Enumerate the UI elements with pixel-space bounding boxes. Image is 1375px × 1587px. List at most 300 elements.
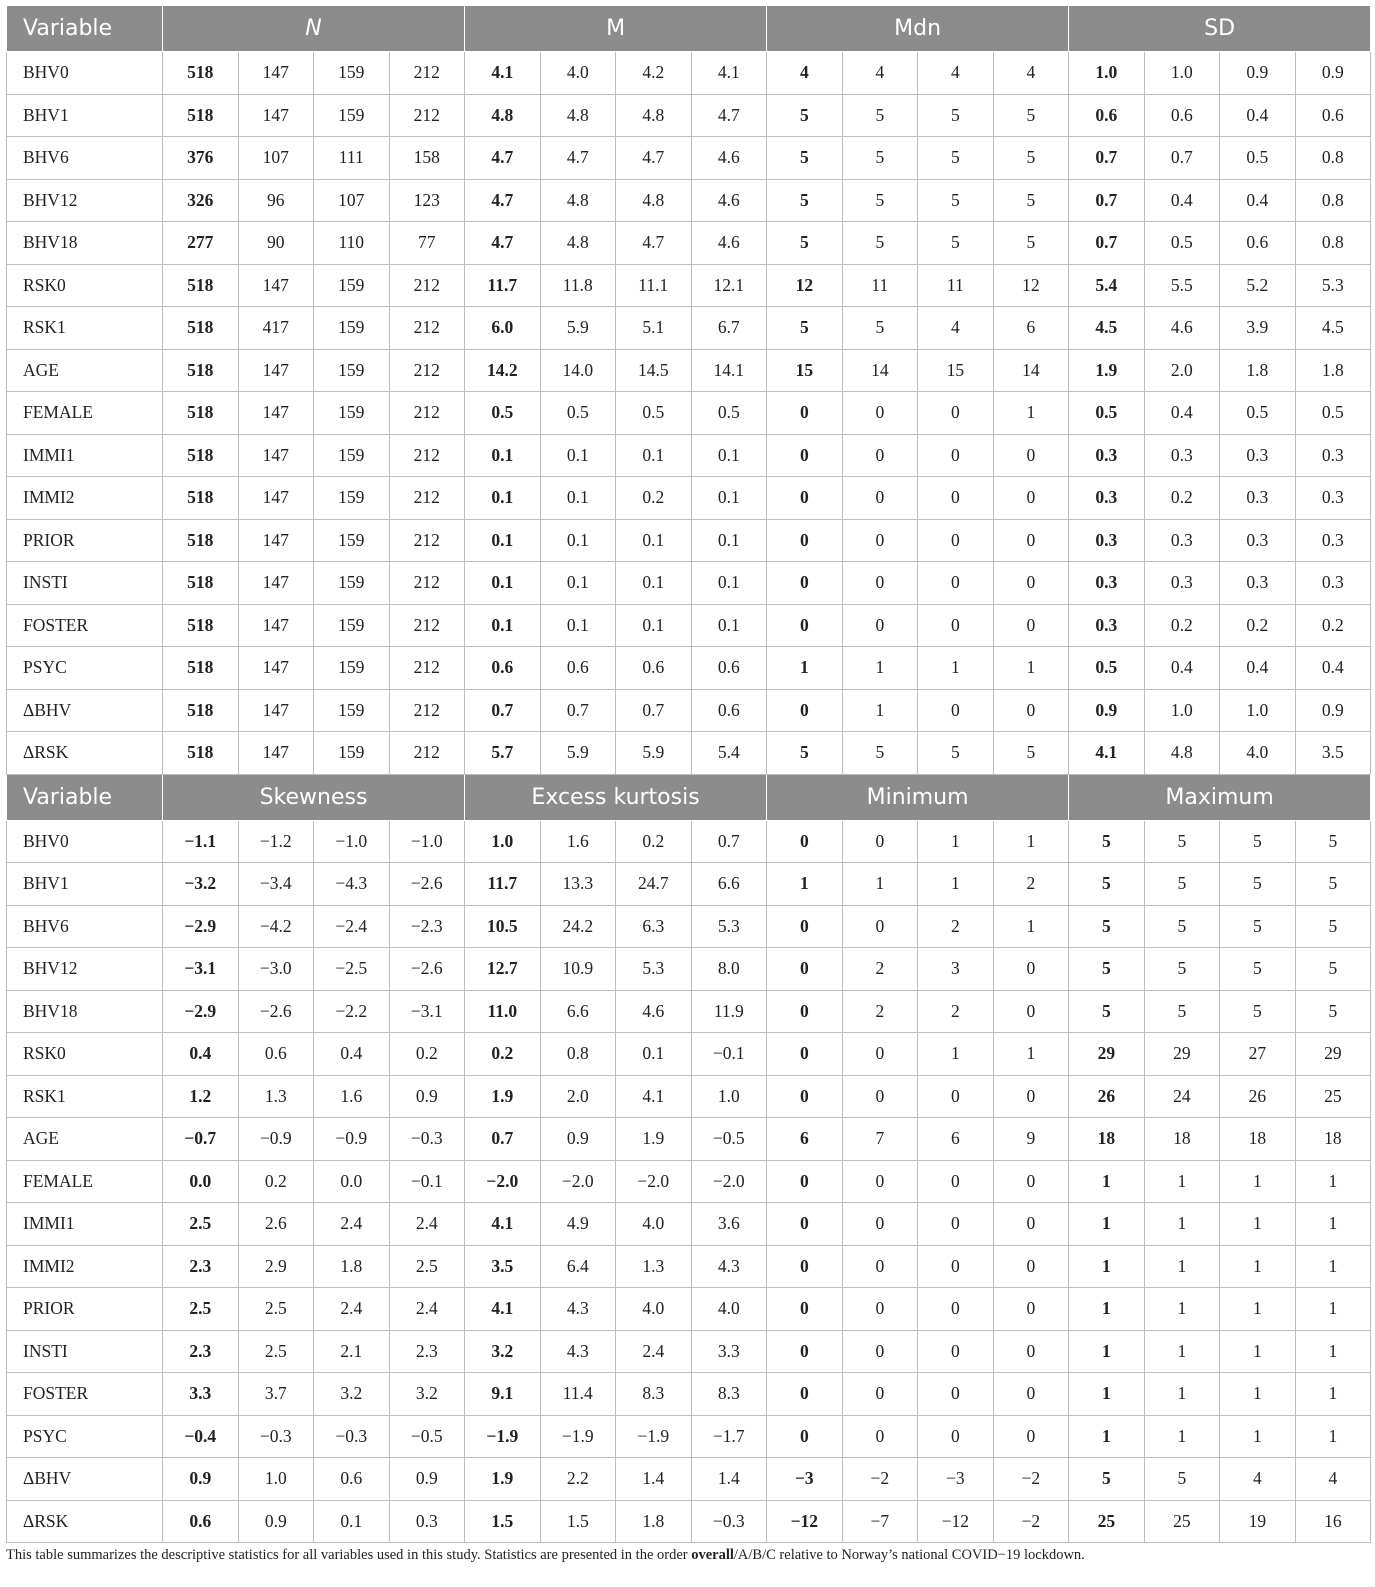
value-cell: −1.7: [691, 1415, 767, 1458]
value-cell: 2.0: [540, 1075, 616, 1118]
value-cell: −2.6: [389, 863, 465, 906]
value-cell: 1: [918, 1033, 994, 1076]
value-cell: 123: [389, 179, 465, 222]
value-cell: 26: [1069, 1075, 1145, 1118]
value-cell: 0.0: [314, 1160, 390, 1203]
value-cell: 5: [842, 179, 918, 222]
column-group-header: N: [163, 6, 465, 52]
variable-name-cell: BHV18: [7, 990, 163, 1033]
value-cell: 0.2: [1144, 477, 1220, 520]
value-cell: 1.8: [616, 1500, 692, 1543]
value-cell: 3.5: [465, 1245, 541, 1288]
value-cell: 1.3: [616, 1245, 692, 1288]
value-cell: 0.5: [691, 392, 767, 435]
value-cell: 107: [314, 179, 390, 222]
value-cell: 0: [918, 434, 994, 477]
value-cell: 1: [1295, 1415, 1371, 1458]
value-cell: 1: [1069, 1203, 1145, 1246]
table-body: [7, 6, 1371, 1543]
value-cell: 2.9: [238, 1245, 314, 1288]
column-group-header: Skewness: [163, 774, 465, 820]
value-cell: 0: [767, 1415, 843, 1458]
value-cell: 518: [163, 52, 239, 95]
column-group-header: SD: [1069, 6, 1371, 52]
value-cell: −2.9: [163, 990, 239, 1033]
value-cell: 0.4: [1144, 179, 1220, 222]
value-cell: 212: [389, 519, 465, 562]
variable-name-cell: RSK0: [7, 1033, 163, 1076]
value-cell: 1: [993, 820, 1069, 863]
variable-name-cell: AGE: [7, 349, 163, 392]
value-cell: 2.2: [540, 1458, 616, 1501]
value-cell: 0: [918, 1075, 994, 1118]
value-cell: 6.6: [691, 863, 767, 906]
value-cell: −2: [842, 1458, 918, 1501]
value-cell: 518: [163, 519, 239, 562]
value-cell: 0.1: [616, 604, 692, 647]
value-cell: 0: [842, 604, 918, 647]
value-cell: 212: [389, 264, 465, 307]
value-cell: 147: [238, 477, 314, 520]
value-cell: 13.3: [540, 863, 616, 906]
value-cell: 5: [1069, 948, 1145, 991]
table-row: [7, 349, 1371, 392]
value-cell: 0: [842, 1075, 918, 1118]
value-cell: 1: [1220, 1245, 1296, 1288]
value-cell: 0: [842, 562, 918, 605]
value-cell: 111: [314, 137, 390, 180]
variable-name-cell: FEMALE: [7, 1160, 163, 1203]
value-cell: 15: [918, 349, 994, 392]
value-cell: 0.3: [1069, 477, 1145, 520]
value-cell: −2.6: [389, 948, 465, 991]
value-cell: 518: [163, 562, 239, 605]
column-group-header: M: [465, 6, 767, 52]
value-cell: 212: [389, 392, 465, 435]
value-cell: 1: [1144, 1373, 1220, 1416]
value-cell: 0: [993, 1330, 1069, 1373]
value-cell: 1.0: [1220, 689, 1296, 732]
value-cell: 159: [314, 264, 390, 307]
table-row: [7, 732, 1371, 775]
value-cell: 4.7: [616, 222, 692, 265]
value-cell: 4.1: [691, 52, 767, 95]
value-cell: −1.2: [238, 820, 314, 863]
value-cell: 0.3: [1144, 562, 1220, 605]
table-row: [7, 1118, 1371, 1161]
value-cell: 0: [767, 1330, 843, 1373]
value-cell: 147: [238, 94, 314, 137]
value-cell: 6.4: [540, 1245, 616, 1288]
value-cell: 4: [993, 52, 1069, 95]
value-cell: 18: [1220, 1118, 1296, 1161]
value-cell: −1.9: [540, 1415, 616, 1458]
value-cell: 5.3: [1295, 264, 1371, 307]
value-cell: 5: [918, 222, 994, 265]
variable-name-cell: RSK1: [7, 1075, 163, 1118]
value-cell: 2: [993, 863, 1069, 906]
value-cell: 0.3: [1069, 434, 1145, 477]
value-cell: 5: [1069, 1458, 1145, 1501]
value-cell: 96: [238, 179, 314, 222]
value-cell: −2.0: [465, 1160, 541, 1203]
value-cell: 1.8: [314, 1245, 390, 1288]
value-cell: 2.5: [389, 1245, 465, 1288]
value-cell: 159: [314, 519, 390, 562]
value-cell: 0.4: [1144, 647, 1220, 690]
value-cell: 0.1: [540, 519, 616, 562]
value-cell: 1: [993, 647, 1069, 690]
value-cell: 4: [918, 52, 994, 95]
value-cell: 1: [1295, 1203, 1371, 1246]
value-cell: 4: [1295, 1458, 1371, 1501]
value-cell: 0: [842, 820, 918, 863]
value-cell: 0.1: [465, 477, 541, 520]
value-cell: −3.1: [389, 990, 465, 1033]
value-cell: 0.5: [1069, 647, 1145, 690]
value-cell: 5: [993, 222, 1069, 265]
value-cell: 212: [389, 434, 465, 477]
value-cell: 147: [238, 392, 314, 435]
value-cell: −3.2: [163, 863, 239, 906]
value-cell: 1: [1069, 1373, 1145, 1416]
value-cell: 159: [314, 349, 390, 392]
value-cell: 1.6: [540, 820, 616, 863]
value-cell: 0.9: [1295, 52, 1371, 95]
value-cell: 4.0: [616, 1288, 692, 1331]
value-cell: 0: [767, 434, 843, 477]
value-cell: −12: [767, 1500, 843, 1543]
value-cell: −2: [993, 1500, 1069, 1543]
column-group-header: Maximum: [1069, 774, 1371, 820]
variable-name-cell: PRIOR: [7, 1288, 163, 1331]
value-cell: 0.6: [691, 647, 767, 690]
value-cell: 2.3: [163, 1330, 239, 1373]
value-cell: 147: [238, 604, 314, 647]
value-cell: 0.1: [616, 434, 692, 477]
value-cell: 1: [842, 647, 918, 690]
value-cell: 0: [842, 1245, 918, 1288]
value-cell: 5: [1144, 820, 1220, 863]
value-cell: 4.7: [540, 137, 616, 180]
value-cell: 0: [993, 689, 1069, 732]
value-cell: 4.8: [1144, 732, 1220, 775]
caption-text-after: /A/B/C relative to Norway’s national COVID−19 lockdown.: [733, 1547, 1085, 1563]
value-cell: 0.2: [389, 1033, 465, 1076]
value-cell: 5: [1295, 905, 1371, 948]
value-cell: 5: [1295, 820, 1371, 863]
value-cell: 5: [918, 137, 994, 180]
table-row: [7, 1245, 1371, 1288]
value-cell: 1: [767, 863, 843, 906]
value-cell: 2.1: [314, 1330, 390, 1373]
value-cell: 518: [163, 689, 239, 732]
value-cell: 0.3: [1069, 519, 1145, 562]
table-row: [7, 905, 1371, 948]
value-cell: −1.9: [465, 1415, 541, 1458]
value-cell: 4.6: [691, 222, 767, 265]
value-cell: 26: [1220, 1075, 1296, 1118]
descriptive-stats-table: [6, 5, 1371, 1543]
value-cell: 0: [993, 604, 1069, 647]
value-cell: 518: [163, 647, 239, 690]
variable-name-cell: PSYC: [7, 1415, 163, 1458]
value-cell: 5: [767, 307, 843, 350]
value-cell: 212: [389, 604, 465, 647]
value-cell: 4: [842, 52, 918, 95]
value-cell: 1.4: [616, 1458, 692, 1501]
value-cell: 1: [993, 392, 1069, 435]
value-cell: 0: [918, 1330, 994, 1373]
value-cell: 0.5: [1069, 392, 1145, 435]
value-cell: 1: [1295, 1330, 1371, 1373]
value-cell: 4.2: [616, 52, 692, 95]
value-cell: 6: [993, 307, 1069, 350]
variable-name-cell: AGE: [7, 1118, 163, 1161]
variable-name-cell: BHV0: [7, 52, 163, 95]
value-cell: 159: [314, 689, 390, 732]
value-cell: −2.6: [238, 990, 314, 1033]
value-cell: 5.4: [691, 732, 767, 775]
value-cell: 0.6: [163, 1500, 239, 1543]
value-cell: 0.2: [465, 1033, 541, 1076]
value-cell: 147: [238, 434, 314, 477]
value-cell: −0.5: [691, 1118, 767, 1161]
value-cell: 0.8: [540, 1033, 616, 1076]
value-cell: 12.1: [691, 264, 767, 307]
value-cell: 0: [918, 1203, 994, 1246]
value-cell: −1.1: [163, 820, 239, 863]
value-cell: 1: [993, 905, 1069, 948]
value-cell: 4.8: [540, 94, 616, 137]
value-cell: 5.9: [616, 732, 692, 775]
value-cell: 15: [767, 349, 843, 392]
value-cell: 0: [918, 604, 994, 647]
value-cell: 0.5: [540, 392, 616, 435]
value-cell: 5: [993, 732, 1069, 775]
value-cell: 0.1: [314, 1500, 390, 1543]
value-cell: 1.9: [1069, 349, 1145, 392]
table-row: [7, 1203, 1371, 1246]
variable-name-cell: ΔRSK: [7, 732, 163, 775]
value-cell: −2.0: [616, 1160, 692, 1203]
value-cell: 0: [842, 1203, 918, 1246]
value-cell: 7: [842, 1118, 918, 1161]
value-cell: 1: [918, 647, 994, 690]
value-cell: 90: [238, 222, 314, 265]
value-cell: 11: [918, 264, 994, 307]
value-cell: 0.6: [616, 647, 692, 690]
value-cell: 212: [389, 477, 465, 520]
value-cell: 0.2: [238, 1160, 314, 1203]
value-cell: 4.6: [691, 179, 767, 222]
value-cell: 4.8: [465, 94, 541, 137]
value-cell: 0.7: [1069, 222, 1145, 265]
value-cell: 2.5: [238, 1330, 314, 1373]
value-cell: −0.3: [691, 1500, 767, 1543]
value-cell: −1.0: [389, 820, 465, 863]
variable-name-cell: IMMI2: [7, 1245, 163, 1288]
value-cell: 4.8: [540, 222, 616, 265]
value-cell: 5: [842, 94, 918, 137]
value-cell: 5: [1069, 990, 1145, 1033]
value-cell: 29: [1295, 1033, 1371, 1076]
value-cell: 4.7: [691, 94, 767, 137]
value-cell: 1: [1220, 1288, 1296, 1331]
value-cell: 0.6: [238, 1033, 314, 1076]
value-cell: 5: [842, 137, 918, 180]
value-cell: 147: [238, 264, 314, 307]
value-cell: 24: [1144, 1075, 1220, 1118]
value-cell: 0.1: [540, 434, 616, 477]
value-cell: 6: [918, 1118, 994, 1161]
variable-name-cell: ΔRSK: [7, 1500, 163, 1543]
value-cell: 4.3: [691, 1245, 767, 1288]
value-cell: 1.2: [163, 1075, 239, 1118]
variable-name-cell: IMMI1: [7, 1203, 163, 1246]
value-cell: 0: [767, 689, 843, 732]
value-cell: 3.6: [691, 1203, 767, 1246]
value-cell: 2.5: [163, 1288, 239, 1331]
value-cell: 5: [1220, 990, 1296, 1033]
variable-name-cell: FEMALE: [7, 392, 163, 435]
variable-name-cell: FOSTER: [7, 1373, 163, 1416]
value-cell: 5.4: [1069, 264, 1145, 307]
value-cell: 3.2: [389, 1373, 465, 1416]
value-cell: 1: [1220, 1330, 1296, 1373]
value-cell: 0: [767, 604, 843, 647]
value-cell: 0: [918, 689, 994, 732]
value-cell: 0: [993, 562, 1069, 605]
variable-name-cell: BHV6: [7, 905, 163, 948]
value-cell: 159: [314, 604, 390, 647]
value-cell: 5: [1220, 863, 1296, 906]
variable-name-cell: BHV12: [7, 948, 163, 991]
value-cell: 1.9: [465, 1458, 541, 1501]
value-cell: 0: [918, 477, 994, 520]
value-cell: −2.0: [540, 1160, 616, 1203]
value-cell: 6.3: [616, 905, 692, 948]
value-cell: 2.5: [238, 1288, 314, 1331]
value-cell: −7: [842, 1500, 918, 1543]
value-cell: 0.9: [163, 1458, 239, 1501]
value-cell: 3.7: [238, 1373, 314, 1416]
value-cell: 1: [1069, 1330, 1145, 1373]
value-cell: 0.4: [163, 1033, 239, 1076]
value-cell: 0: [767, 519, 843, 562]
value-cell: 0: [842, 1373, 918, 1416]
value-cell: 5: [1069, 863, 1145, 906]
value-cell: 1: [1295, 1160, 1371, 1203]
value-cell: 4.3: [540, 1288, 616, 1331]
value-cell: 0: [918, 1373, 994, 1416]
value-cell: 4.0: [1220, 732, 1296, 775]
value-cell: −12: [918, 1500, 994, 1543]
value-cell: 25: [1144, 1500, 1220, 1543]
value-cell: −1.9: [616, 1415, 692, 1458]
value-cell: 8.3: [616, 1373, 692, 1416]
value-cell: 0.8: [1295, 222, 1371, 265]
variable-name-cell: INSTI: [7, 1330, 163, 1373]
value-cell: 3.5: [1295, 732, 1371, 775]
value-cell: 4.0: [691, 1288, 767, 1331]
value-cell: 5: [1144, 990, 1220, 1033]
value-cell: 6.6: [540, 990, 616, 1033]
table-row: [7, 647, 1371, 690]
table-row: [7, 1373, 1371, 1416]
value-cell: 0.3: [1295, 562, 1371, 605]
value-cell: 1: [1295, 1373, 1371, 1416]
value-cell: 0.7: [1069, 137, 1145, 180]
value-cell: 5: [1069, 905, 1145, 948]
value-cell: 0: [918, 519, 994, 562]
value-cell: 1: [1069, 1160, 1145, 1203]
table-row: [7, 179, 1371, 222]
value-cell: 212: [389, 689, 465, 732]
value-cell: 0: [993, 519, 1069, 562]
value-cell: 1.5: [540, 1500, 616, 1543]
value-cell: 0.1: [691, 519, 767, 562]
value-cell: 1.5: [465, 1500, 541, 1543]
table-row: [7, 434, 1371, 477]
value-cell: 10.5: [465, 905, 541, 948]
value-cell: −1.0: [314, 820, 390, 863]
value-cell: 0.2: [1295, 604, 1371, 647]
value-cell: 1.8: [1220, 349, 1296, 392]
value-cell: 5: [767, 222, 843, 265]
value-cell: 159: [314, 392, 390, 435]
value-cell: 0: [993, 1075, 1069, 1118]
value-cell: 2.4: [616, 1330, 692, 1373]
table-row: [7, 52, 1371, 95]
value-cell: −2.0: [691, 1160, 767, 1203]
bottom-section-header-row: [7, 774, 1371, 820]
value-cell: 518: [163, 604, 239, 647]
value-cell: 11.4: [540, 1373, 616, 1416]
value-cell: 4.7: [465, 179, 541, 222]
value-cell: 3: [918, 948, 994, 991]
variable-name-cell: FOSTER: [7, 604, 163, 647]
value-cell: 10.9: [540, 948, 616, 991]
table-row: [7, 1330, 1371, 1373]
value-cell: 0: [842, 434, 918, 477]
value-cell: 1: [1220, 1415, 1296, 1458]
value-cell: 9.1: [465, 1373, 541, 1416]
value-cell: 1.9: [616, 1118, 692, 1161]
value-cell: 5.7: [465, 732, 541, 775]
table-row: [7, 222, 1371, 265]
table-row: [7, 1160, 1371, 1203]
value-cell: 0: [993, 1288, 1069, 1331]
value-cell: −0.7: [163, 1118, 239, 1161]
value-cell: 518: [163, 264, 239, 307]
value-cell: 3.2: [465, 1330, 541, 1373]
variable-name-cell: BHV1: [7, 863, 163, 906]
value-cell: 1.0: [1144, 689, 1220, 732]
value-cell: 0: [842, 905, 918, 948]
value-cell: 0.2: [616, 820, 692, 863]
value-cell: 14: [842, 349, 918, 392]
table-caption: [6, 1547, 1369, 1564]
value-cell: 0.7: [465, 1118, 541, 1161]
value-cell: 0: [918, 1160, 994, 1203]
value-cell: 0.1: [691, 434, 767, 477]
value-cell: 0.9: [540, 1118, 616, 1161]
value-cell: 4.7: [465, 137, 541, 180]
value-cell: −2.2: [314, 990, 390, 1033]
value-cell: 5: [1144, 905, 1220, 948]
value-cell: 277: [163, 222, 239, 265]
